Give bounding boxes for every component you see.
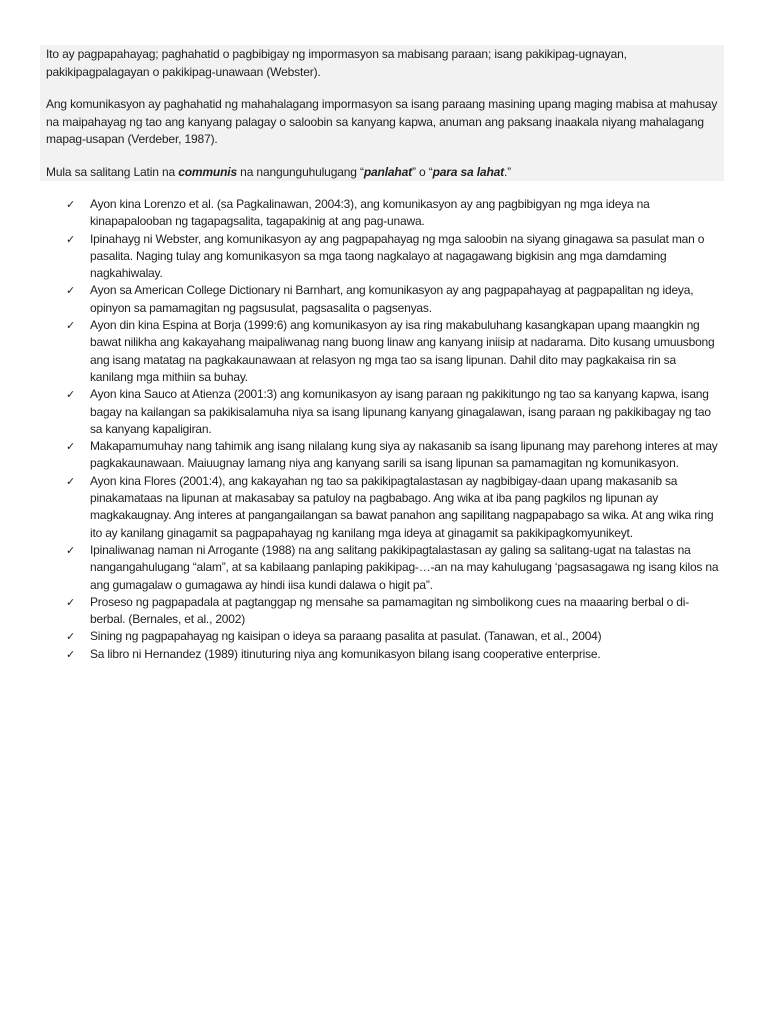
definition-text: Ayon kina Lorenzo et al. (sa Pagkalinawan, 2004:3), ang komunikasyon ay ang pagbibigyan ng mga ideya na kinapapalooban ng tagapagsalita, tagapakinig at ang pag-unawa. (90, 197, 650, 229)
definition-text: Ipinaliwanag naman ni Arrogante (1988) na ang salitang pakikipagtalastasan ay galing sa salitang-ugat na talastas na nangangahulugang “alam”, at sa kabilaang panlaping pakikipag-…-an na may kahulugang ‘pagsasagawa ng isang kilos na ang gumagalaw o gumagawa ay hindi iisa kundi dalawa o higit pa”. (90, 542, 719, 592)
definition-item (66, 386, 722, 438)
definition-text: Makapamumuhay nang tahimik ang isang nilalang kung siya ay nakasanib sa isang lipunang may parehong interes at may pagkakaunawaan. Maiuugnay lamang niya ang kanyang sarili sa isang lipunan sa pamamagitan ng komunikasyon. (90, 439, 718, 471)
latin-middle: na nangunguhulugang “ (237, 165, 364, 179)
checkmark-icon: ✓ (66, 474, 76, 488)
intro-paragraph-webster: Ito ay pagpapahayag; paghahatid o pagbibigay ng impormasyon sa mabisang paraan; isang pakikipag-ugnayan, pakikipagpalagayan o pakikipag-unawaan (Webster). (46, 47, 627, 79)
definition-item (66, 646, 722, 663)
definition-item (66, 594, 722, 629)
definition-text: Proseso ng pagpapadala at pagtanggap ng mensahe sa pamamagitan ng simbolikong cues na maaaring berbal o di-berbal. (Bernales, et al., 2002) (90, 594, 690, 627)
latin-meaning-panlahat: panlahat (363, 165, 412, 179)
latin-prefix: Mula sa salitang Latin na (46, 165, 179, 179)
checkmark-icon: ✓ (66, 319, 76, 333)
checkmark-icon: ✓ (66, 543, 76, 557)
definition-text: Ayon sa American College Dictionary ni Barnhart, ang komunikasyon ay ang pagpapahayag at pagpapalitan ng ideya, opinyon sa pamamagitan ng pagsusulat, pagsasalita o pagsenyas. (90, 283, 694, 315)
definitions-checklist (66, 196, 722, 663)
definition-item (66, 628, 722, 645)
definition-item (66, 282, 722, 317)
definition-item (66, 473, 722, 542)
definition-text: Ayon kina Flores (2001:4), ang kakayahan ng tao sa pakikipagtalastasan ay nagbibigay-daan upang makasanib sa pinakamataas na lipunan at makasabay sa patuloy na pagbabago. Ang wika at iba pang pagkilos ng lipunan ay magkakaugnay. Ang interes at pangangailangan sa bawat panahon ang sapilitang nagpapabago sa wika. At ang wika ring ito ay kanilang ginagamit sa pagpapahayag ng kanilang mga ideya at ginagamit sa pakikipagkomyunikeyt. (90, 473, 714, 540)
intro-paragraph-verdeber: Ang komunikasyon ay paghahatid ng mahahalagang impormasyon sa isang paraang masining upang maging mabisa at mahusay na maipahayag ng tao ang kanyang palagay o saloobin sa kanyang kapwa, anuman ang paksang inaakala niyang mahalagang mapag-usapan (Verdeber, 1987). (46, 97, 718, 146)
checkmark-icon: ✓ (66, 198, 76, 211)
definition-text: Sa libro ni Hernandez (1989) itinuturing niya ang komunikasyon bilang isang cooperative enterprise. (90, 646, 601, 661)
latin-mid2: ” o “ (411, 165, 433, 179)
checkmark-icon: ✓ (66, 284, 76, 298)
definition-item (66, 438, 722, 473)
checkmark-icon: ✓ (66, 232, 76, 246)
latin-suffix: .” (504, 165, 512, 179)
intro-paragraph-latin-origin (40, 164, 722, 182)
definition-item (66, 196, 722, 231)
definition-text: Ayon din kina Espina at Borja (1999:6) ang komunikasyon ay isa ring makabuluhang kasangkapan upang maangkin ng bawat nilikha ang kakayahang maipaliwanag nang buong linaw ang kanyang iniisip at nadarama. Dito kusang umuusbong ang isang matatag na pagkakaunawaan at relasyon ng mga tao sa isang lipunan. Dahil dito may pagkakaisa rin sa kanilang mga mithiin sa buhay. (90, 318, 715, 384)
definition-text: Sining ng pagpapahayag ng kaisipan o ideya sa paraang pasalita at pasulat. (Tanawan, et al., 2004) (90, 629, 602, 644)
checkmark-icon: ✓ (66, 388, 76, 402)
checkmark-icon: ✓ (66, 595, 76, 609)
checkmark-icon: ✓ (66, 630, 76, 644)
definition-item (66, 317, 722, 386)
definition-text: Ayon kina Sauco at Atienza (2001:3) ang komunikasyon ay isang paraan ng pakikitungo ng tao sa kanyang kapwa, isang bagay na kailangan sa pakikisalamuha niya sa isang lipunang kanyang ginagalawan, isang paraan ng pakikibagay ng tao sa kanyang kapaligiran. (90, 387, 711, 436)
latin-meaning-para-sa-lahat: para sa lahat (432, 165, 504, 179)
latin-term: communis (178, 165, 237, 179)
intro-shaded-block (40, 45, 724, 181)
checkmark-icon: ✓ (66, 440, 76, 454)
definition-text: Ipinahayg ni Webster, ang komunikasyon ay ang pagpapahayag ng mga saloobin na siyang ginagawa sa pasulat man o pasalita. Naging tulay ang komunikasyon sa mga taong nagkalayo at nagagawang bigkisin ang mga damdaming nagkahiwalay. (90, 231, 705, 281)
definition-item (66, 542, 722, 594)
checkmark-icon: ✓ (66, 647, 76, 661)
definition-item (66, 231, 722, 283)
